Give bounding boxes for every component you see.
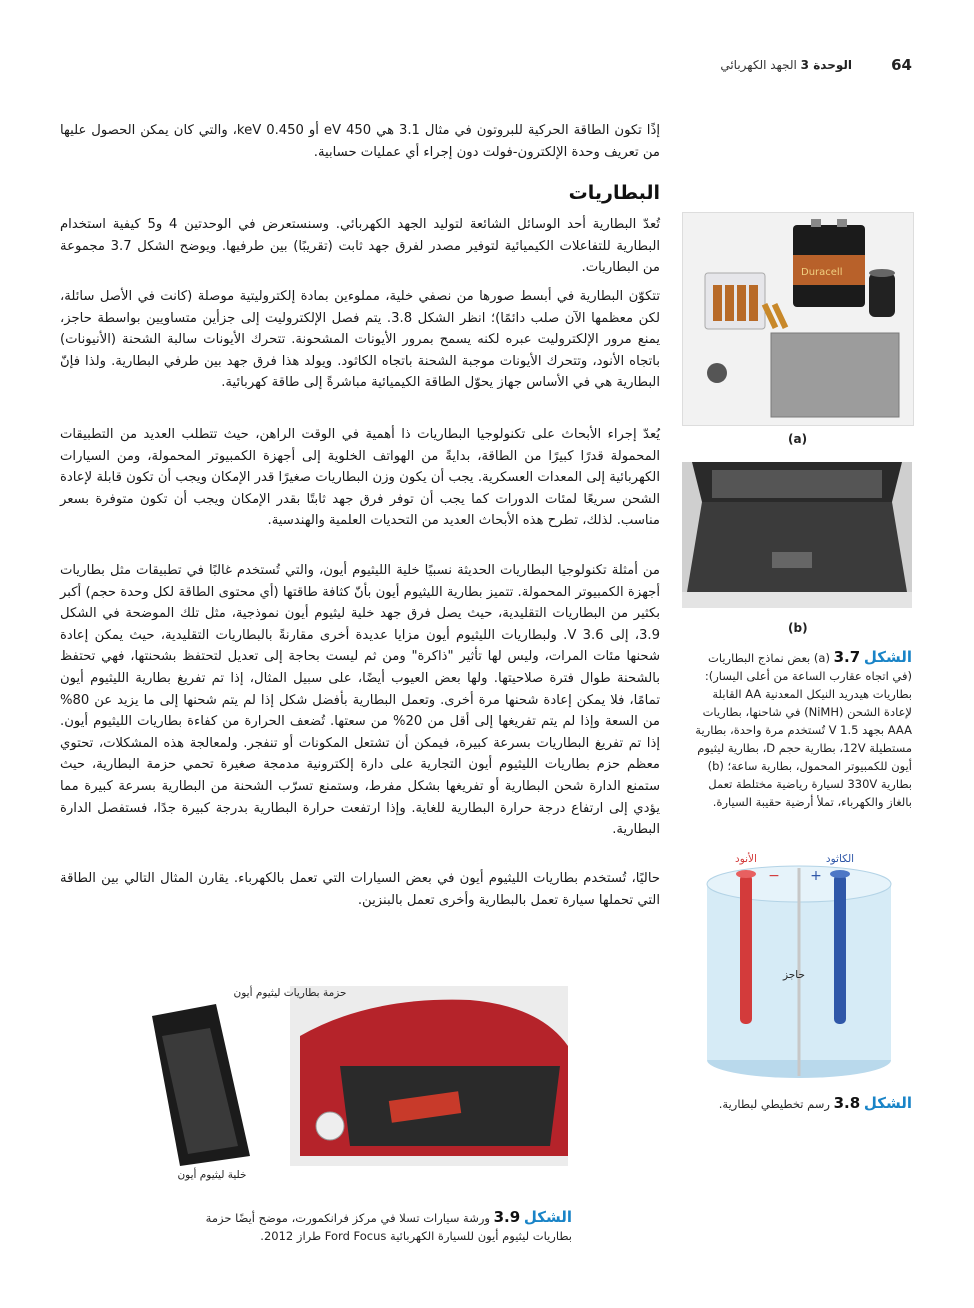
paragraph-1: تُعدّ البطارية أحد الوسائل الشائعة لتوليد الجهد الكهربائي. وسنستعرض في الوحدتين 4 و5 كيفية استخدام البطارية للتفاعلات الكيميائية لتوفير مصدر لفرق جهد ثابت (تقريبًا) بين طرفيها. ويوضح الشكل 3.7 مجموعة من البطاريات. [60,217,661,276]
figure-3-9-photo [140,976,568,1182]
cathode-rod [834,874,846,1024]
unit-label: الوحدة 3 [800,58,852,72]
pack-label: حزمة بطاريات ليثيوم أيون [233,987,347,999]
intro-paragraph: إذًا تكون الطاقة الحركية للبروتون في مثال 3.1 هي 450 eV أو 0.450 keV، والتي كان يمكن الحصول عليها من تعريف وحدة الإلكترون-فولت دون إجراء أي عمليات حسابية. [60,123,660,160]
figure-3-9-caption [180,1208,572,1245]
figure-word: الشكل [523,1208,572,1226]
cathode-label: الكاثود [825,853,855,865]
figure-3-7b-label: (b) [788,621,808,635]
figure-word: الشكل [863,648,912,666]
battery-schematic [684,846,914,1086]
separator-label: حاجز [783,969,805,981]
anode-rod [740,874,752,1024]
figure-number: 3.8 [833,1094,861,1112]
tesla-battery-illustration [140,976,568,1182]
figure-3-7b-photo [682,462,912,608]
paragraph-2: تتكوّن البطارية في أبسط صورها من نصفي خلية، مملوءين بمادة إلكتروليتية موصلة (كانت في الأصل سائلة، لكن معظمها الآن صلب دائمًا)؛ انظر الشكل 3.8. يتم فصل الإلكتروليت إلى جزأين متساويين بواسطة حاجز، يمنع مرور الإلكتروليت عبره لكنه يسمح بمرور الأيونات المشحونة. تتحرك الأيونات سالبة الشحنة (الأنيونات) باتجاه الأنود، وتتحرك الأيونات موجبة الشحنة باتجاه الكاثود. ويولد هذا فرق جهد بين طرفي البطارية. ولذا فإنّ البطارية هي في الأساس جهاز يحوّل الطاقة الكيميائية مباشرةً إلى طاقة كهربائية. [60,289,660,391]
page-header [60,56,912,80]
figure-3-8-diagram [684,846,914,1086]
unit-title: الجهد الكهربائي [720,58,797,72]
figure-caption-text: (a) بعض نماذج البطاريات (في اتجاه عقارب الساعة من أعلى اليسار): بطاريات هيدريد النيكل المعدنية AA القابلة لإعادة الشحن (NiMH) في شاحنها، بطاريات AAA بجهد 1.5 V تُستخدم مرة واحدة، بطارية مستطيلة 12V، بطارية حجم D، بطارية ليثيوم أيون للكمبيوتر المحمول، بطارية ساعة؛ (b) بطارية 330V لسيارة رياضية مختلطة تعمل بالغاز والكهرباء، تملأ أرضية حقيبة السيارة. [695,651,912,809]
figure-caption-text: رسم تخطيطي لبطارية. [718,1097,830,1111]
figure-caption-text: ورشة سيارات تسلا في مركز فرانكمورت، موضح أيضًا حزمة بطاريات ليثيوم أيون للسيارة الكهربائية Ford Focus طراز 2012. [205,1211,572,1243]
car-trunk-illustration [682,462,912,608]
figure-3-8-caption [686,1094,912,1113]
paragraph-4: من أمثلة تكنولوجيا البطاريات الحديثة نسبيًا خلية الليثيوم أيون، والتي تُستخدم غالبًا في تطبيقات مثل بطاريات أجهزة الكمبيوتر المحمولة. تتميز بطارية الليثيوم أيون بأنّ كثافة طاقتها (أي محتوى الطاقة لكل وحدة حجم) أكبر بكثير من البطاريات التقليدية، حيث يصل فرق جهد خلية ليثيوم أيون نموذجية، مثل تلك الموضحة في الشكل 3.9، إلى 3.6 V. ولبطاريات الليثيوم أيون مزايا عديدة أخرى مقارنةً بالبطاريات التقليدية، حيث يمكن إعادة شحنها مئات المرات، وليس لها تأثير "ذاكرة" ومن ثم ليست بحاجة إلى تعديل لتحتفظ بشحنتها، فهي تحتفظ بالشحنة طوال فترة صلاحيتها. ولها بعض العيوب أيضًا، على سبيل المثال، إذا تم تفريغ بطارية الليثيوم أيون تمامًا، فلا يمكن إعادة شحنها مرة أخرى. وتعمل البطارية بأفضل شكل إذا لم يتم شحنها إلى ما يزيد عن 80% من السعة وإذا لم يتم تفريغها إلى أقل من 20% من سعتها. تُضعف الحرارة من كفاءة بطاريات الليثيوم أيون. إذا تم تفريغ البطاريات بسرعة كبيرة، فيمكن أن تشتعل المكونات أو تنفجر. ولمعالجة هذه المشكلات، تحتوي معظم حزم بطاريات الليثيوم أيون التجارية على دارة إلكترونية مدمجة صغيرة تحمي حزمة البطارية، حيث ستمنع الدارة شحن البطارية أو تفريغها بشكل مفرط، وستمنع تسرّب الشحنة من البطارية بسرعة كبيرة مما يؤدي إلى ارتفاع درجة حرارة البطارية للغاية. وإذا ارتفعت حرارة البطارية بدرجة كبيرة جدًا، فستفصل الدارة البطارية. [60,563,660,838]
section-heading: البطاريات [568,182,660,204]
figure-number: 3.7 [833,648,861,666]
figure-3-7-caption [686,648,912,811]
minus-sign: − [768,868,780,884]
running-head [720,58,852,72]
plus-sign: + [810,868,822,884]
cell-label: خلية ليثيوم أيون [177,1169,247,1181]
batteries-illustration [683,213,913,425]
figure-number: 3.9 [493,1208,521,1226]
figure-3-7a-photo [682,212,914,426]
paragraph-3: يُعدّ إجراء الأبحاث على تكنولوجيا البطاريات ذا أهمية في الوقت الراهن، حيث تتطلب العديد من التطبيقات المحمولة قدرًا كبيرًا من الطاقة، بدايةً من الهواتف الخلوية إلى أجهزة الكمبيوتر المحمولة، ومن السيارات الكهربائية إلى المعدات العسكرية. يجب أن يكون وزن البطاريات صغيرًا قدر الإمكان ويجب أن تكون قابلة لإعادة الشحن سريعًا لمئات الدورات كما يجب أن توفر فرق جهد ثابتًا بقدر الإمكان ويجب أن تكون متوفرة بسعر مناسب. لذلك، تطرح هذه الأبحاث العديد من التحديات العلمية والهندسية. [60,427,660,529]
figure-word: الشكل [863,1094,912,1112]
page-number: 64 [891,56,912,74]
figure-3-7a-label: (a) [788,432,808,446]
battery-brand: Duracell [801,267,843,278]
paragraph-5: حاليًا، تُستخدم بطاريات الليثيوم أيون في بعض السيارات التي تعمل بالكهرباء. يقارن المثال التالي بين الطاقة التي تحملها سيارة تعمل بالبطارية وأخرى تعمل بالبنزين. [60,871,660,908]
anode-label: الأنود [735,853,757,865]
